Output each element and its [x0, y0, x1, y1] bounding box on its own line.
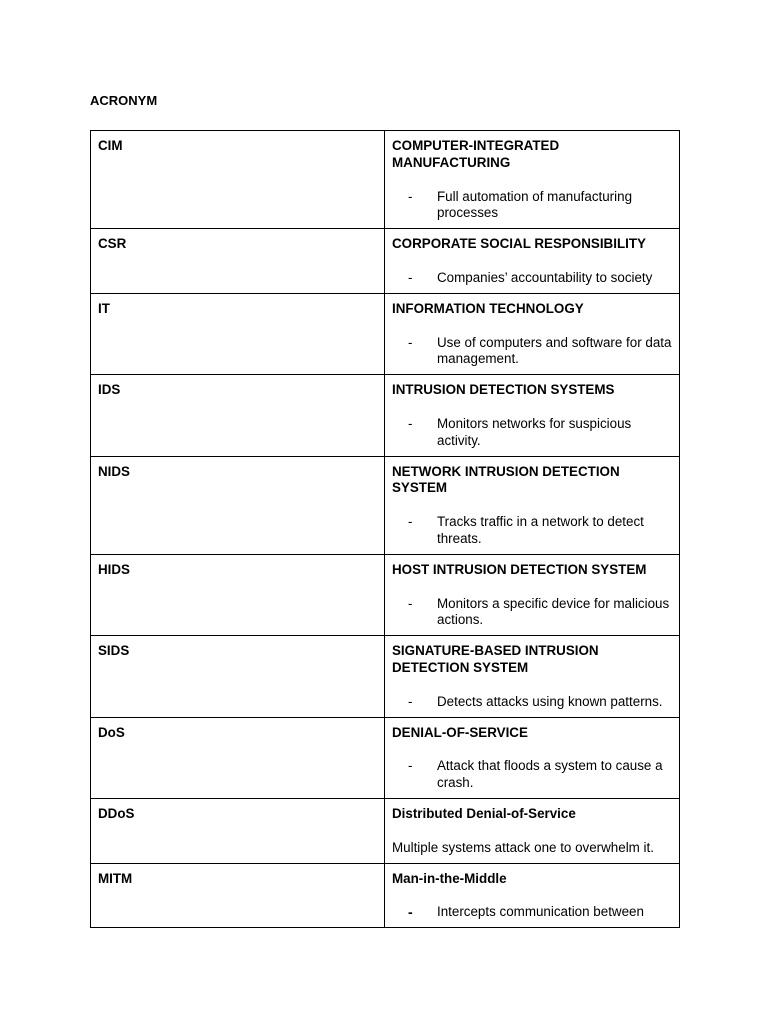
bullet-dash: - — [408, 188, 413, 204]
acronym-cell: HIDS — [91, 554, 385, 635]
bullet-item — [392, 335, 672, 369]
definition-cell — [385, 131, 680, 229]
term-label: INTRUSION DETECTION SYSTEMS — [392, 382, 615, 398]
bullet-text: Tracks traffic in a network to detect threats. — [437, 514, 644, 546]
term-label: Distributed Denial-of-Service — [392, 805, 576, 821]
definition-cell — [385, 293, 680, 374]
bullet-item — [392, 189, 672, 223]
definition-text: Multiple systems attack one to overwhelm it. — [392, 839, 654, 855]
definition-cell — [385, 717, 680, 798]
bullet-text: Intercepts communication between — [437, 904, 644, 920]
acronym-cell: DDoS — [91, 798, 385, 863]
bullet-item — [392, 596, 672, 630]
term-label: HOST INTRUSION DETECTION SYSTEM — [392, 561, 647, 577]
table-row — [91, 798, 680, 863]
definition-cell — [385, 456, 680, 554]
bullet-item — [392, 514, 672, 548]
term-label: INFORMATION TECHNOLOGY — [392, 300, 584, 316]
table-row — [91, 863, 680, 928]
bullet-item — [392, 904, 672, 921]
bullet-dash: - — [408, 595, 413, 611]
term-label: COMPUTER-INTEGRATED MANUFACTURING — [392, 138, 560, 170]
bullet-dash: - — [408, 514, 413, 530]
bullet-text: Monitors networks for suspicious activity. — [437, 415, 632, 448]
acronym-cell: CIM — [91, 131, 385, 229]
bullet-item — [392, 416, 672, 450]
table-row — [91, 293, 680, 374]
term-label: SIGNATURE-BASED INTRUSION DETECTION SYSTEM — [392, 643, 599, 675]
bullet-dash: - — [408, 693, 413, 709]
bullet-item — [392, 694, 672, 711]
term-label: CORPORATE SOCIAL RESPONSIBILITY — [392, 236, 646, 252]
bullet-item — [392, 758, 672, 792]
table-row — [91, 229, 680, 294]
acronym-cell: IT — [91, 293, 385, 374]
bullet-text: Use of computers and software for data management. — [437, 334, 672, 367]
bullet-text: Full automation of manufacturing processes — [437, 188, 633, 221]
page-heading: ACRONYM — [90, 93, 158, 108]
table-row — [91, 375, 680, 456]
acronym-cell: DoS — [91, 717, 385, 798]
acronym-cell: SIDS — [91, 636, 385, 717]
bullet-dash: - — [408, 904, 413, 921]
term-label: NETWORK INTRUSION DETECTION SYSTEM — [392, 463, 620, 496]
bullet-item — [392, 270, 672, 287]
table-row — [91, 456, 680, 554]
acronym-cell: MITM — [91, 863, 385, 928]
bullet-text: Monitors a specific device for malicious actions. — [437, 595, 670, 628]
definition-cell — [385, 554, 680, 635]
definition-cell — [385, 229, 680, 294]
bullet-text: Companies’ accountability to society — [437, 269, 653, 285]
table-row — [91, 131, 680, 229]
definition-cell — [385, 636, 680, 717]
bullet-dash: - — [408, 269, 413, 285]
acronym-cell: CSR — [91, 229, 385, 294]
bullet-text: Attack that floods a system to cause a crash. — [437, 758, 663, 791]
table-row — [91, 717, 680, 798]
acronym-cell: NIDS — [91, 456, 385, 554]
bullet-dash: - — [408, 334, 413, 350]
table-row — [91, 554, 680, 635]
bullet-dash: - — [408, 758, 413, 774]
definition-cell — [385, 798, 680, 863]
term-label: Man-in-the-Middle — [392, 870, 507, 886]
bullet-text: Detects attacks using known patterns. — [437, 693, 663, 709]
definition-cell — [385, 375, 680, 456]
bullet-dash: - — [408, 415, 413, 431]
definition-cell — [385, 863, 680, 928]
table-row — [91, 636, 680, 717]
acronym-table — [90, 130, 680, 928]
term-label: DENIAL-OF-SERVICE — [392, 724, 528, 740]
acronym-cell: IDS — [91, 375, 385, 456]
